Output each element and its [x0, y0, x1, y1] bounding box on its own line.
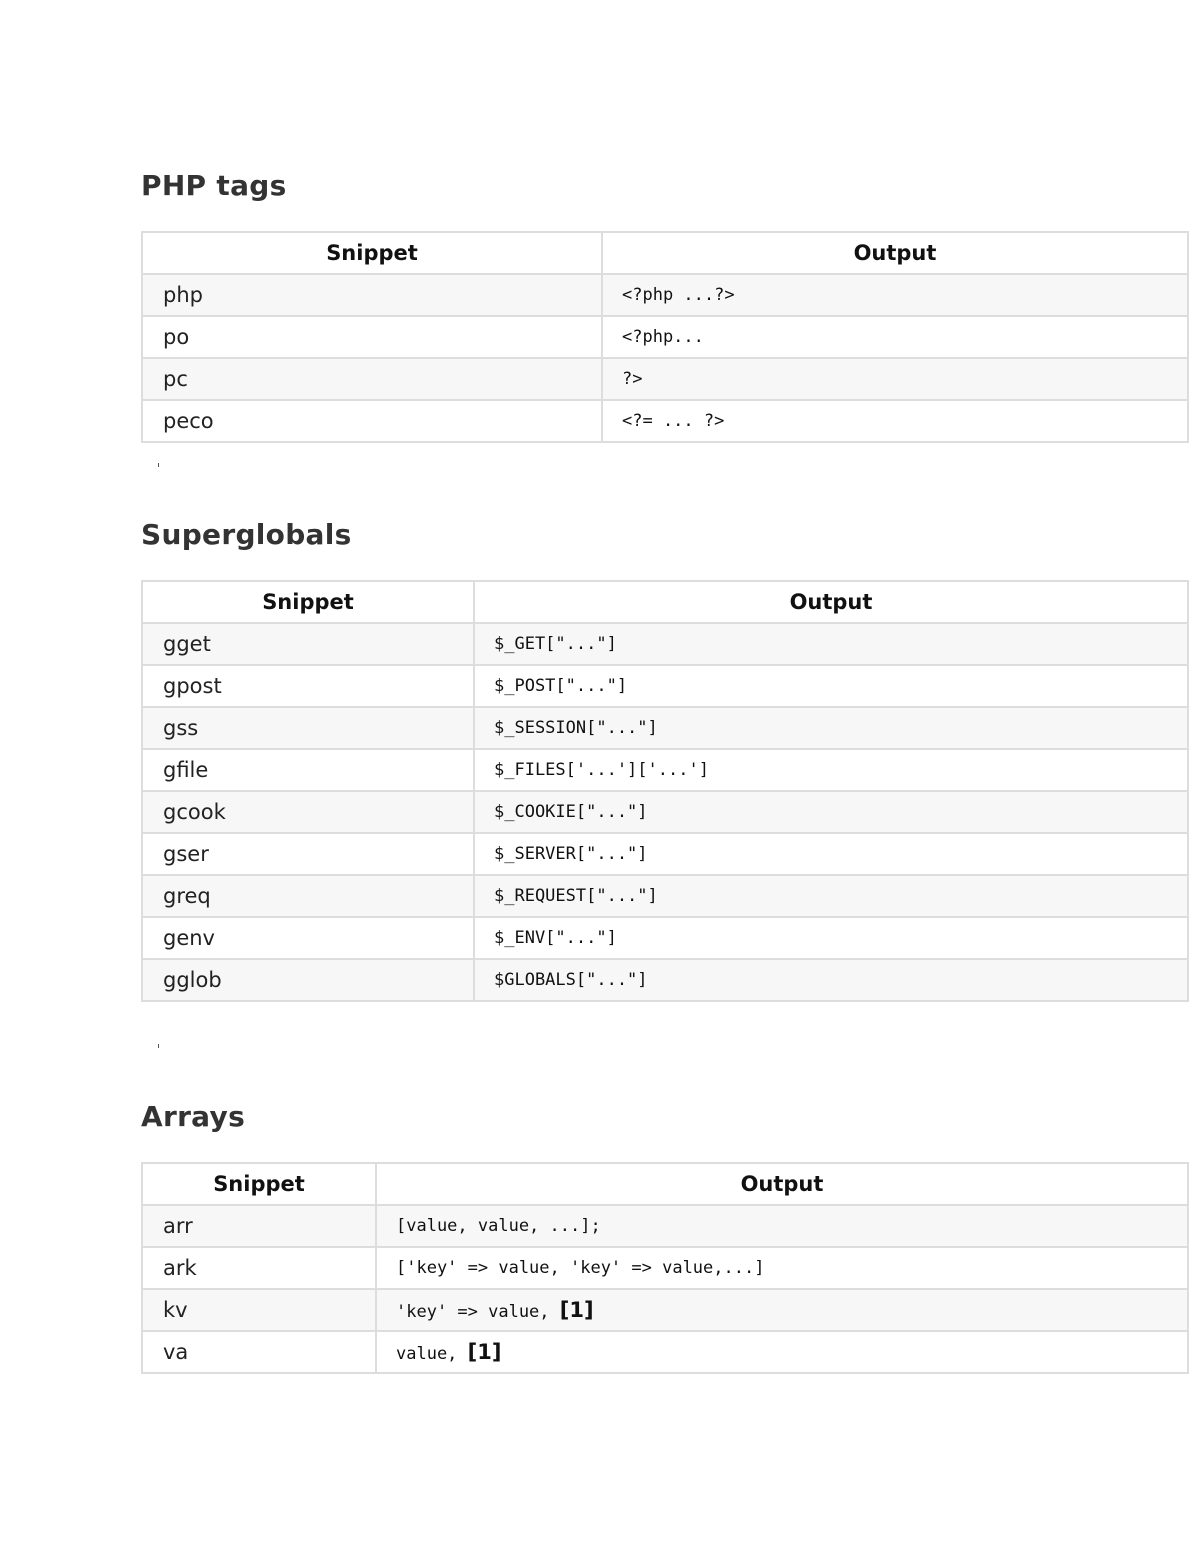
table-row [142, 400, 1188, 442]
table-row [142, 833, 1188, 875]
table-row [142, 316, 1188, 358]
snippet-cell: peco [142, 400, 602, 442]
column-header-snippet: Snippet [142, 232, 602, 274]
snippet-table [141, 1162, 1189, 1374]
snippet-cell: gcook [142, 791, 474, 833]
table-row [142, 665, 1188, 707]
table-row [142, 623, 1188, 665]
section-title: PHP tags [141, 169, 287, 202]
output-code: 'key' => value, [396, 1302, 550, 1322]
snippet-cell: po [142, 316, 602, 358]
table-row [142, 707, 1188, 749]
section-php-tags [141, 168, 1187, 433]
output-cell: $_COOKIE["..."] [474, 791, 1188, 833]
snippet-cell: gget [142, 623, 474, 665]
output-cell: $_REQUEST["..."] [474, 875, 1188, 917]
snippet-cell: gglob [142, 959, 474, 1001]
table-header-row [142, 232, 1188, 274]
table-row [142, 358, 1188, 400]
table-row [142, 959, 1188, 1001]
section-arrays [141, 1099, 1187, 1364]
snippet-cell: pc [142, 358, 602, 400]
snippet-cell: kv [142, 1289, 376, 1331]
output-cell: $_GET["..."] [474, 623, 1188, 665]
output-cell: $_FILES['...']['...'] [474, 749, 1188, 791]
footnote-reference-link[interactable]: [1] [559, 1298, 594, 1322]
footnote-reference-link[interactable]: [1] [467, 1340, 502, 1364]
output-cell: ?> [602, 358, 1188, 400]
table-edge-tick [158, 463, 159, 467]
section-title: Superglobals [141, 518, 352, 551]
output-cell: $GLOBALS["..."] [474, 959, 1188, 1001]
section-superglobals [141, 517, 1187, 992]
table-row [142, 1247, 1188, 1289]
table-row [142, 875, 1188, 917]
table-row [142, 1289, 1188, 1331]
output-cell: [value, value, ...]; [376, 1205, 1188, 1247]
output-cell: $_POST["..."] [474, 665, 1188, 707]
output-cell [376, 1289, 1188, 1331]
output-cell: ['key' => value, 'key' => value,...] [376, 1247, 1188, 1289]
output-cell: $_ENV["..."] [474, 917, 1188, 959]
snippet-cell: php [142, 274, 602, 316]
output-cell: $_SERVER["..."] [474, 833, 1188, 875]
column-header-output: Output [376, 1163, 1188, 1205]
output-code: value, [396, 1344, 458, 1364]
snippet-table [141, 231, 1189, 443]
snippet-cell: gpost [142, 665, 474, 707]
snippet-cell: gser [142, 833, 474, 875]
table-row [142, 749, 1188, 791]
output-cell: <?php ...?> [602, 274, 1188, 316]
snippet-cell: va [142, 1331, 376, 1373]
column-header-snippet: Snippet [142, 1163, 376, 1205]
snippet-cell: arr [142, 1205, 376, 1247]
table-row [142, 1331, 1188, 1373]
table-header-row [142, 1163, 1188, 1205]
output-cell [376, 1331, 1188, 1373]
snippet-cell: genv [142, 917, 474, 959]
table-row [142, 917, 1188, 959]
table-row [142, 791, 1188, 833]
section-title: Arrays [141, 1100, 246, 1133]
output-cell: $_SESSION["..."] [474, 707, 1188, 749]
snippet-table [141, 580, 1189, 1002]
table-edge-tick [158, 1044, 159, 1048]
output-cell: <?= ... ?> [602, 400, 1188, 442]
column-header-output: Output [602, 232, 1188, 274]
output-cell: <?php... [602, 316, 1188, 358]
snippet-cell: gss [142, 707, 474, 749]
table-row [142, 274, 1188, 316]
snippet-cell: gfile [142, 749, 474, 791]
column-header-output: Output [474, 581, 1188, 623]
column-header-snippet: Snippet [142, 581, 474, 623]
snippet-cell: ark [142, 1247, 376, 1289]
table-row [142, 1205, 1188, 1247]
table-header-row [142, 581, 1188, 623]
snippet-cell: greq [142, 875, 474, 917]
